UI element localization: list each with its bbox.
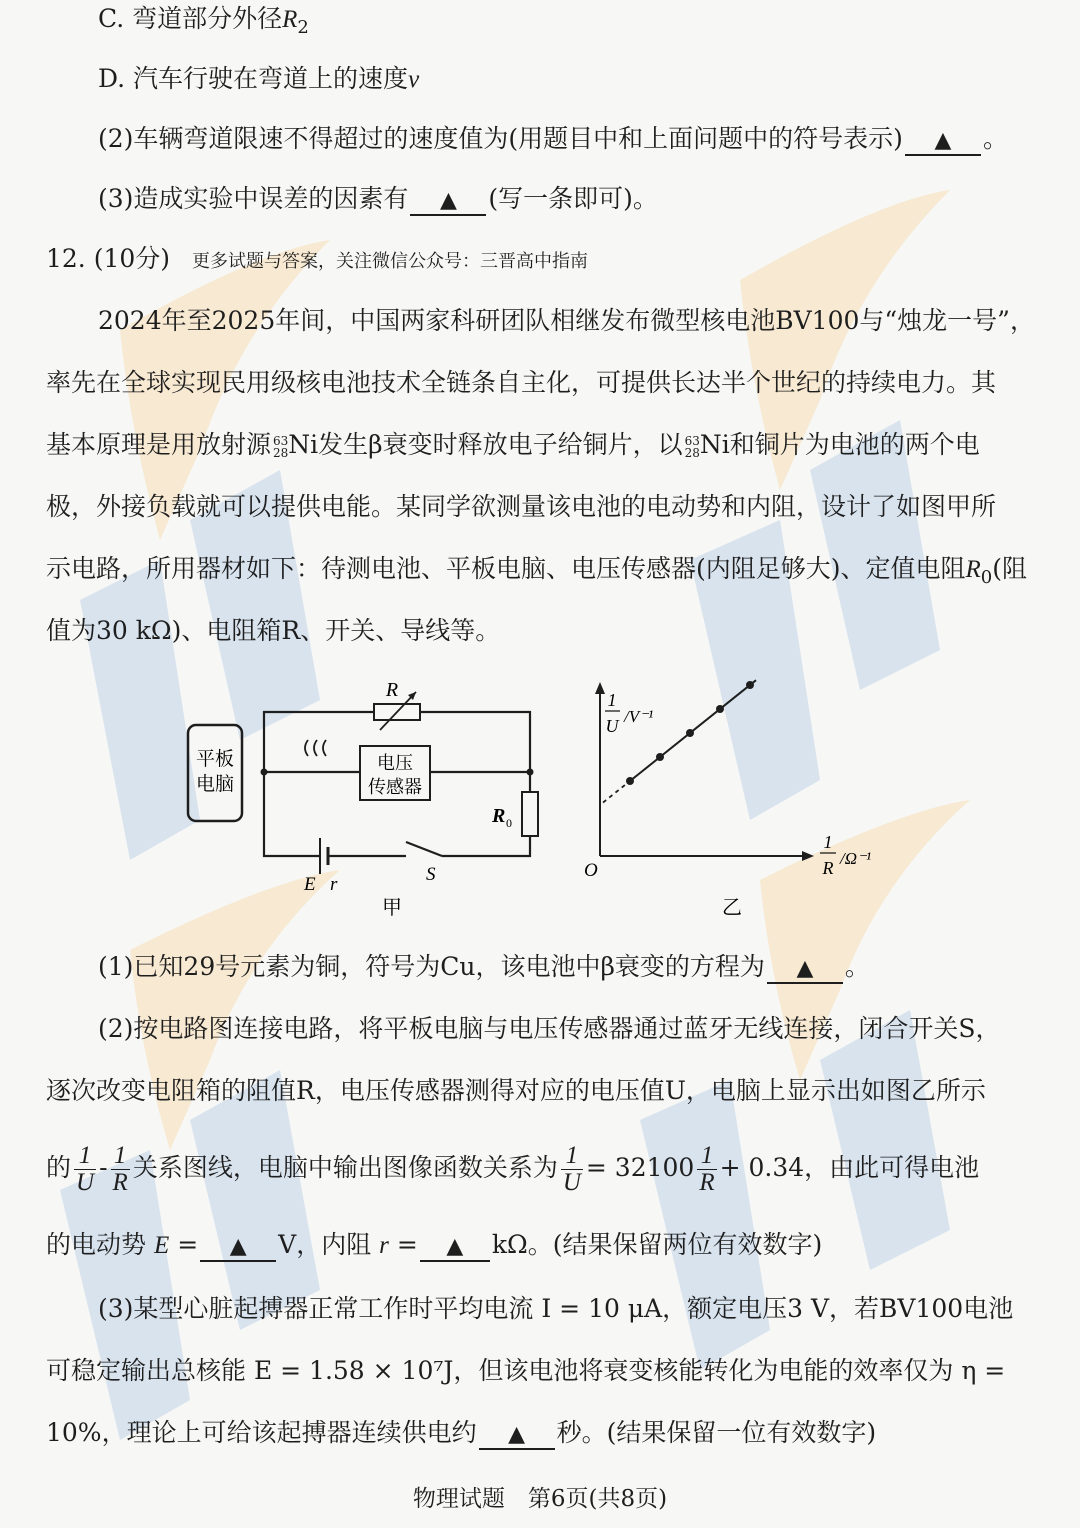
data-point [656, 753, 664, 761]
y-label-unit: /V⁻¹ [624, 707, 654, 726]
x-axis-arrow [802, 851, 814, 861]
caption-yi: 乙 [722, 897, 742, 919]
caption-jia: 甲 [382, 897, 402, 919]
answer-blank[interactable]: ▲ [420, 1234, 490, 1262]
q12-intro-4: 极，外接负载就可以提供电能。某同学欲测量该电池的电动势和内阻，设计了如图甲所 [46, 492, 997, 521]
x-label-num: 1 [823, 832, 833, 852]
q12-part1: (1)已知29号元素为铜，符号为Cu，该电池中β衰变的方程为 ▲ 。 [98, 950, 1022, 984]
q12-part3-2: 可稳定输出总核能 E = 1.58 × 10⁷J，但该电池将衰变核能转化为电能的效率仅为 η = [46, 1356, 1006, 1385]
graph-1u-1r [570, 676, 900, 926]
q12-part3-1: (3)某型心脏起搏器正常工作时平均电流 I = 10 μA，额定电压3 V，若BV100电池 [98, 1294, 1014, 1323]
fraction-1r: $\frac{1}{R}$ [699, 1142, 715, 1196]
fit-line-extrapolation [603, 781, 630, 803]
wireless-wave-2 [314, 740, 317, 756]
label-s: S [426, 864, 436, 885]
x-label-den: R [822, 858, 834, 878]
y-label-num: 1 [607, 690, 617, 710]
label-r0: R [492, 805, 506, 827]
isotope-ni: 63 28 [684, 433, 700, 460]
wire-top-right [420, 712, 530, 772]
resistor-r0 [522, 792, 538, 836]
answer-blank[interactable]: ▲ [479, 1422, 555, 1450]
wireless-wave-3 [323, 740, 326, 756]
label-r-internal: r [330, 874, 338, 895]
q12-intro-6: 值为30 kΩ)、电阻箱R、开关、导线等。 [46, 616, 501, 645]
page-footer: 物理试题 第6页(共8页) [412, 1486, 668, 1512]
label-e: E [304, 874, 316, 895]
origin-label: O [584, 860, 598, 881]
q12-part2-4: 的电动势 E = ▲ V，内阻 r = ▲ kΩ。(结果保留两位有效数字) [46, 1228, 1022, 1263]
x-label-unit: /Ω⁻¹ [840, 849, 872, 868]
y-axis-arrow [595, 682, 605, 694]
q12-header: 12. (10分) 更多试题与答案，关注微信公众号：三晋高中指南 [46, 244, 588, 273]
data-point [626, 777, 634, 785]
fraction-1r: $\frac{1}{R}$ [112, 1142, 128, 1196]
label-r: R [385, 679, 399, 701]
q12-part2-2: 逐次改变电阻箱的阻值R，电压传感器测得对应的电压值U，电脑上显示出如图乙所示 [46, 1076, 986, 1105]
option-c: C. 弯道部分外径$R_2$ [98, 4, 309, 38]
q12-intro-1: 2024年至2025年间，中国两家科研团队相继发布微型核电池BV100与“烛龙一号”， [98, 306, 1035, 335]
data-point [746, 681, 754, 689]
wire-top [264, 712, 374, 772]
wireless-wave-1 [305, 740, 308, 756]
answer-blank[interactable]: ▲ [905, 128, 981, 156]
option-d: D. 汽车行驶在弯道上的速度v [98, 64, 420, 93]
answer-blank[interactable]: ▲ [767, 956, 843, 984]
fraction-1u: $\frac{1}{U}$ [76, 1142, 95, 1196]
promo-text: 更多试题与答案，关注微信公众号：三晋高中指南 [191, 251, 588, 272]
switch-lever [406, 842, 442, 856]
wire-bottom-right [442, 836, 530, 856]
q12-intro-2: 率先在全球实现民用级核电池技术全链条自主化，可提供长达半个世纪的持续电力。其 [46, 368, 997, 397]
sensor-label-1: 电压 [377, 753, 413, 773]
answer-blank[interactable]: ▲ [410, 188, 486, 216]
q12-part2-1: (2)按电路图连接电路，将平板电脑与电压传感器通过蓝牙无线连接，闭合开关S， [98, 1014, 1001, 1043]
q12-part3-3: 10%，理论上可给该起搏器连续供电约 ▲ 秒。(结果保留一位有效数字) [46, 1416, 1022, 1450]
tablet-label-1: 平板 [195, 749, 235, 770]
q12-intro-3: 基本原理是用放射源 63 28 Ni发生β衰变时释放电子给铜片，以 63 28 Ni和铜片为电池的两个电 [46, 430, 980, 460]
wire-bottom-left [264, 772, 320, 856]
fraction-1u: $\frac{1}{U}$ [562, 1142, 581, 1196]
q11-part3: (3)造成实验中误差的因素有 ▲ (写一条即可)。 [98, 182, 1022, 216]
isotope-ni: 63 28 [273, 433, 289, 460]
answer-blank[interactable]: ▲ [200, 1234, 276, 1262]
data-point [716, 705, 724, 713]
q12-intro-5: 示电路，所用器材如下：待测电池、平板电脑、电压传感器(内阻足够大)、定值电阻$R_0$(阻 [46, 554, 1028, 588]
tablet-box [188, 725, 242, 821]
q12-part2-3: 的 $\frac{1}{U}$ - $\frac{1}{R}$ 关系图线，电脑中输出图像函数关系为 $\frac{1}{U}$ = 32100 $\frac{1}{R}$ + 0.34，由此可得电池 [46, 1142, 980, 1196]
label-r0-sub: 0 [506, 816, 512, 830]
y-label-den: U [605, 716, 619, 736]
tablet-label-2: 电脑 [195, 774, 235, 795]
circuit-diagram [180, 670, 560, 920]
sensor-label-2: 传感器 [368, 777, 422, 797]
data-point [686, 729, 694, 737]
q11-part2: (2)车辆弯道限速不得超过的速度值为(用题目中和上面问题中的符号表示) ▲ 。 [98, 122, 1022, 156]
